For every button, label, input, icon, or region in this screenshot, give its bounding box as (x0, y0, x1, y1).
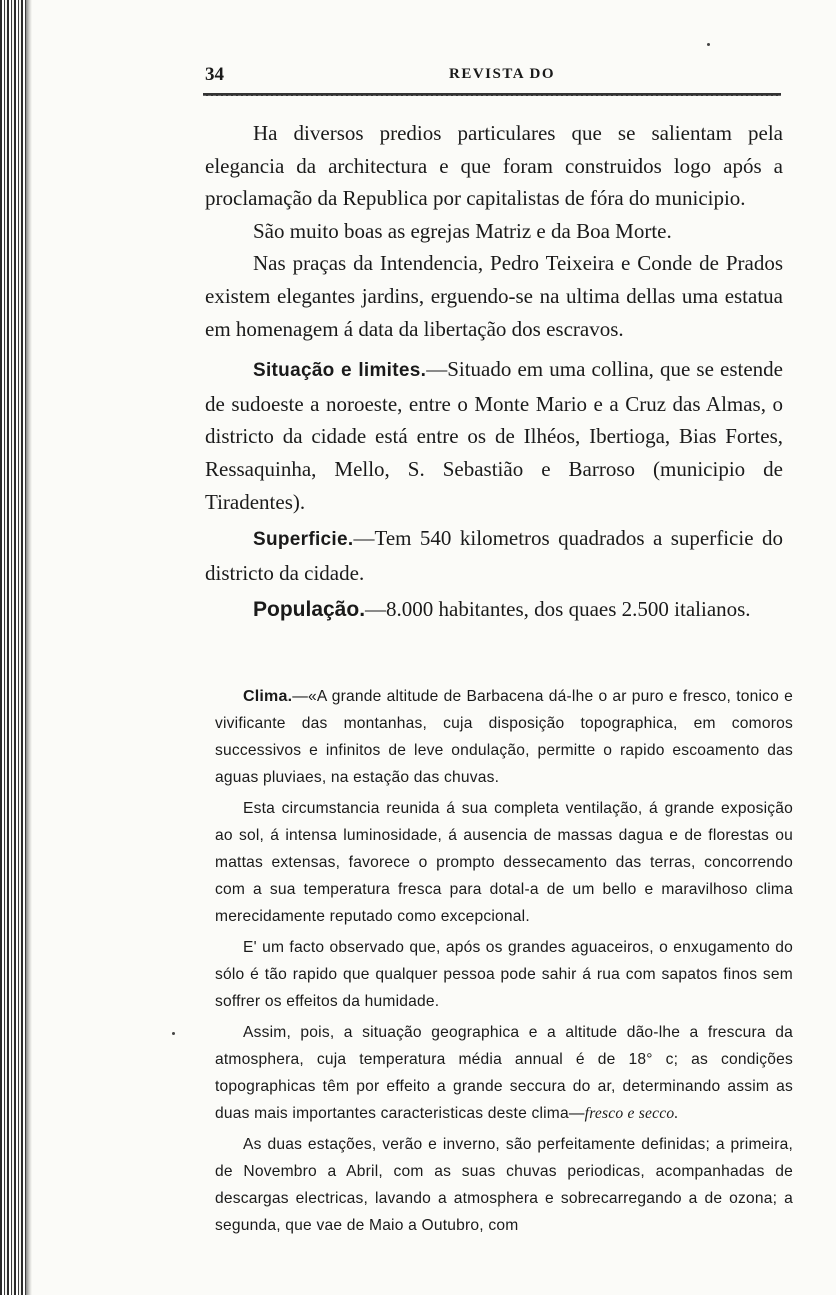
paragraph-situacao (205, 353, 783, 518)
quote-paragraph-ventilacao: Esta circumstancia reunida á sua completa ventilação, á grande exposição ao sol, á intensa luminosidade, á ausencia de massas dagua e de florestas ou mattas extensas, favorece o prompto dessecamento das terras, concorrendo com a sua temperatura fresca para dotal-a de um bello e maravilhoso clima merecidamente reputado como excepcional. (215, 800, 793, 925)
quote-paragraph-estacoes: As duas estações, verão e inverno, são perfeitamente definidas; a primeira, de Novembro a Abril, com as suas chuvas periodicas, acompanhadas de descargas electricas, lavando a atmosphera e sobrecarregando a de ozona; a segunda, que vae de Maio a Outubro, com (215, 1136, 793, 1234)
paragraph-superficie-text: —Tem 540 kilometros quadrados a superficie do districto da cidade. (205, 526, 783, 585)
page-number: 34 (205, 64, 224, 85)
italic-phrase: fresco e secco. (584, 1105, 679, 1122)
running-title: REVISTA DO (449, 66, 555, 82)
book-binding-edge (0, 0, 26, 1295)
paragraph-situacao-text: —Situado em uma collina, que se estende de sudoeste a noroeste, entre o Monte Mario e a Cruz das Almas, o districto da cidade está entre os de Ilhéos, Ibertioga, Bias Fortes, Ressaquinha, Mello, S. Sebastião e Barroso (municipio de Tiradentes). (205, 357, 783, 514)
paragraph-populacao (205, 593, 783, 627)
quote-paragraph-situacao-text: Assim, pois, a situação geographica e a altitude dão-lhe a frescura da atmosphera, cuja temperatura média annual é de 18° c; as condições topographicas têm por effeito a grande seccura do ar, determinando assim as duas mais importantes caracteristicas deste clima— (215, 1024, 793, 1122)
page-header (205, 64, 780, 88)
paragraph-egrejas: São muito boas as egrejas Matriz e da Boa Morte. (253, 218, 672, 243)
quote-paragraph-clima-text: —«A grande altitude de Barbacena dá-lhe o ar puro e fresco, tonico e vivificante das montanhas, cuja disposição topographica, em comoros successivos e infinitos de leve ondulação, permitte o rapido escoamento das aguas pluviaes, na estação das chuvas. (215, 688, 793, 786)
main-text-block (205, 117, 783, 627)
section-heading-clima: Clima. (243, 688, 293, 705)
page-gutter-shadow (26, 0, 32, 1295)
header-rule (203, 93, 781, 96)
paper-speck (172, 1032, 175, 1035)
quote-paragraph-clima (215, 683, 793, 791)
quote-paragraph-situacao-geographica (215, 1019, 793, 1127)
paragraph-populacao-text: —8.000 habitantes, dos quaes 2.500 italianos. (365, 597, 751, 622)
section-heading-superficie: Superficie. (253, 529, 354, 551)
quote-paragraph-aguaceiros: E' um facto observado que, após os grandes aguaceiros, o enxugamento do sólo é tão rapido que qualquer pessoa pode sahir á rua com sapatos finos sem soffrer os effeitos da humidade. (215, 939, 793, 1010)
paragraph-pracas: Nas praças da Intendencia, Pedro Teixeira e Conde de Prados existem elegantes jardins, erguendo-se na ultima dellas uma estatua em homenagem á data da libertação dos escravos. (205, 251, 783, 341)
paragraph-predios: Ha diversos predios particulares que se salientam pela elegancia da architectura e que foram construidos logo após a proclamação da Republica por capitalistas de fóra do municipio. (205, 121, 783, 211)
paper-speck (707, 43, 710, 46)
section-heading-populacao: População. (253, 598, 366, 622)
section-heading-situacao: Situação e limites. (253, 360, 427, 382)
quoted-climate-text (215, 683, 793, 1239)
paragraph-superficie (205, 522, 783, 589)
